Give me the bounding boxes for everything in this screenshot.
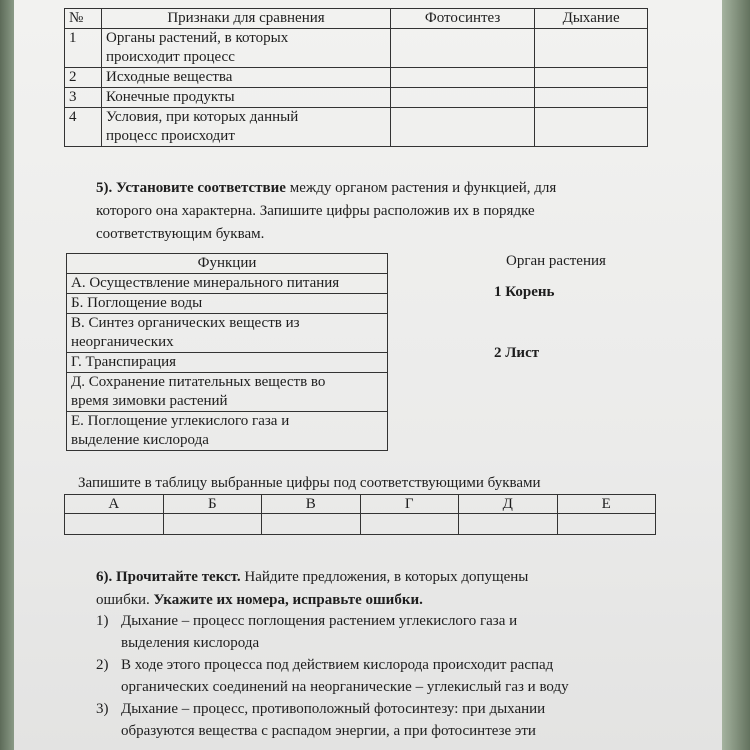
answer-cell[interactable] <box>535 68 648 88</box>
header-photosynthesis: Фотосинтез <box>391 9 535 29</box>
background-right <box>722 0 750 750</box>
letter-e: Е <box>557 495 656 514</box>
table-row <box>67 314 388 353</box>
task6-text <box>96 566 656 612</box>
answer-cell[interactable] <box>163 514 262 535</box>
answer-cell[interactable] <box>360 514 459 535</box>
list-item-line1: В ходе этого процесса под действием кислорода происходит распад <box>121 657 554 673</box>
letter-v: В <box>262 495 361 514</box>
letter-g: Г <box>360 495 459 514</box>
list-item-number: 2) <box>96 657 109 673</box>
list-item <box>96 698 569 742</box>
list-item <box>96 610 569 654</box>
function-line2: время зимовки растений <box>71 393 228 409</box>
header-sign: Признаки для сравнения <box>102 9 391 29</box>
row-sign-line1: Условия, при которых данный <box>106 109 299 125</box>
function-item: Г. Транспирация <box>67 353 388 373</box>
task5-line2: которого она характерна. Запишите цифры расположив их в порядке <box>96 203 535 219</box>
letter-a: А <box>65 495 164 514</box>
row-sign: Исходные вещества <box>102 68 391 88</box>
list-item <box>96 654 569 698</box>
answer-row <box>65 514 656 535</box>
row-sign <box>102 108 391 147</box>
task5-text-rest: между органом растения и функцией, для <box>285 180 557 196</box>
function-line2: неорганических <box>71 334 174 350</box>
task5-text <box>96 177 656 246</box>
row-num: 1 <box>65 29 102 68</box>
answer-cell[interactable] <box>459 514 558 535</box>
table-header-row <box>65 9 648 29</box>
task5-line3: соответствующим буквам. <box>96 226 265 242</box>
function-line1: Д. Сохранение питательных веществ во <box>71 374 326 390</box>
list-item-line1: Дыхание – процесс поглощения растением углекислого газа и <box>121 613 518 629</box>
function-item <box>67 373 388 412</box>
table-row <box>67 294 388 314</box>
row-sign-line2: процесс происходит <box>106 128 235 144</box>
task6-text-rest: Найдите предложения, в которых допущены <box>240 569 529 585</box>
list-item-line2: выделения кислорода <box>121 635 260 651</box>
answer-cell[interactable] <box>391 68 535 88</box>
table-row <box>67 412 388 451</box>
list-item-line1: Дыхание – процесс, противоположный фотосинтезу: при дыхании <box>121 701 546 717</box>
answer-cell[interactable] <box>391 88 535 108</box>
row-sign-line1: Органы растений, в которых <box>106 30 289 46</box>
table-row <box>65 68 648 88</box>
organ-leaf: 2 Лист <box>494 345 540 361</box>
table-row <box>67 274 388 294</box>
task6-title: 6). Прочитайте текст. <box>96 569 241 585</box>
answer-cell[interactable] <box>262 514 361 535</box>
task6-line2-bold: Укажите их номера, исправьте ошибки. <box>153 592 423 608</box>
organ-header: Орган растения <box>506 253 606 269</box>
row-num: 4 <box>65 108 102 147</box>
letter-b: Б <box>163 495 262 514</box>
comparison-table <box>64 8 648 147</box>
function-item: А. Осуществление минерального питания <box>67 274 388 294</box>
functions-table <box>66 253 388 451</box>
task6-list <box>96 610 569 742</box>
function-line1: В. Синтез органических веществ из <box>71 315 300 331</box>
list-item-line2: образуются вещества с распадом энергии, а при фотосинтезе эти <box>121 723 536 739</box>
function-item <box>67 314 388 353</box>
answer-cell[interactable] <box>557 514 656 535</box>
function-line1: Е. Поглощение углекислого газа и <box>71 413 290 429</box>
answer-instruction: Запишите в таблицу выбранные цифры под соответствующими буквами <box>78 475 541 491</box>
table-row <box>67 373 388 412</box>
task6-line2-plain: ошибки. <box>96 592 154 608</box>
list-item-line2: органических соединений на неорганические – углекислый газ и воду <box>121 679 569 695</box>
row-sign: Конечные продукты <box>102 88 391 108</box>
row-sign <box>102 29 391 68</box>
table-header-row <box>65 495 656 514</box>
table-row <box>65 88 648 108</box>
answer-cell[interactable] <box>535 29 648 68</box>
letter-d: Д <box>459 495 558 514</box>
answer-cell[interactable] <box>391 29 535 68</box>
organ-root: 1 Корень <box>494 284 555 300</box>
background-left <box>0 0 14 750</box>
table-row <box>65 29 648 68</box>
answer-cell[interactable] <box>535 108 648 147</box>
answer-cell[interactable] <box>65 514 164 535</box>
row-num: 3 <box>65 88 102 108</box>
functions-header: Функции <box>67 254 388 274</box>
row-sign-line2: происходит процесс <box>106 49 235 65</box>
function-item: Б. Поглощение воды <box>67 294 388 314</box>
header-respiration: Дыхание <box>535 9 648 29</box>
list-item-number: 3) <box>96 701 109 717</box>
header-num: № <box>65 9 102 29</box>
task5-title: 5). Установите соответствие <box>96 180 286 196</box>
answer-table <box>64 494 656 535</box>
function-line2: выделение кислорода <box>71 432 209 448</box>
answer-cell[interactable] <box>391 108 535 147</box>
list-item-number: 1) <box>96 613 109 629</box>
row-num: 2 <box>65 68 102 88</box>
table-row <box>67 353 388 373</box>
table-row <box>65 108 648 147</box>
answer-cell[interactable] <box>535 88 648 108</box>
function-item <box>67 412 388 451</box>
table-header-row <box>67 254 388 274</box>
